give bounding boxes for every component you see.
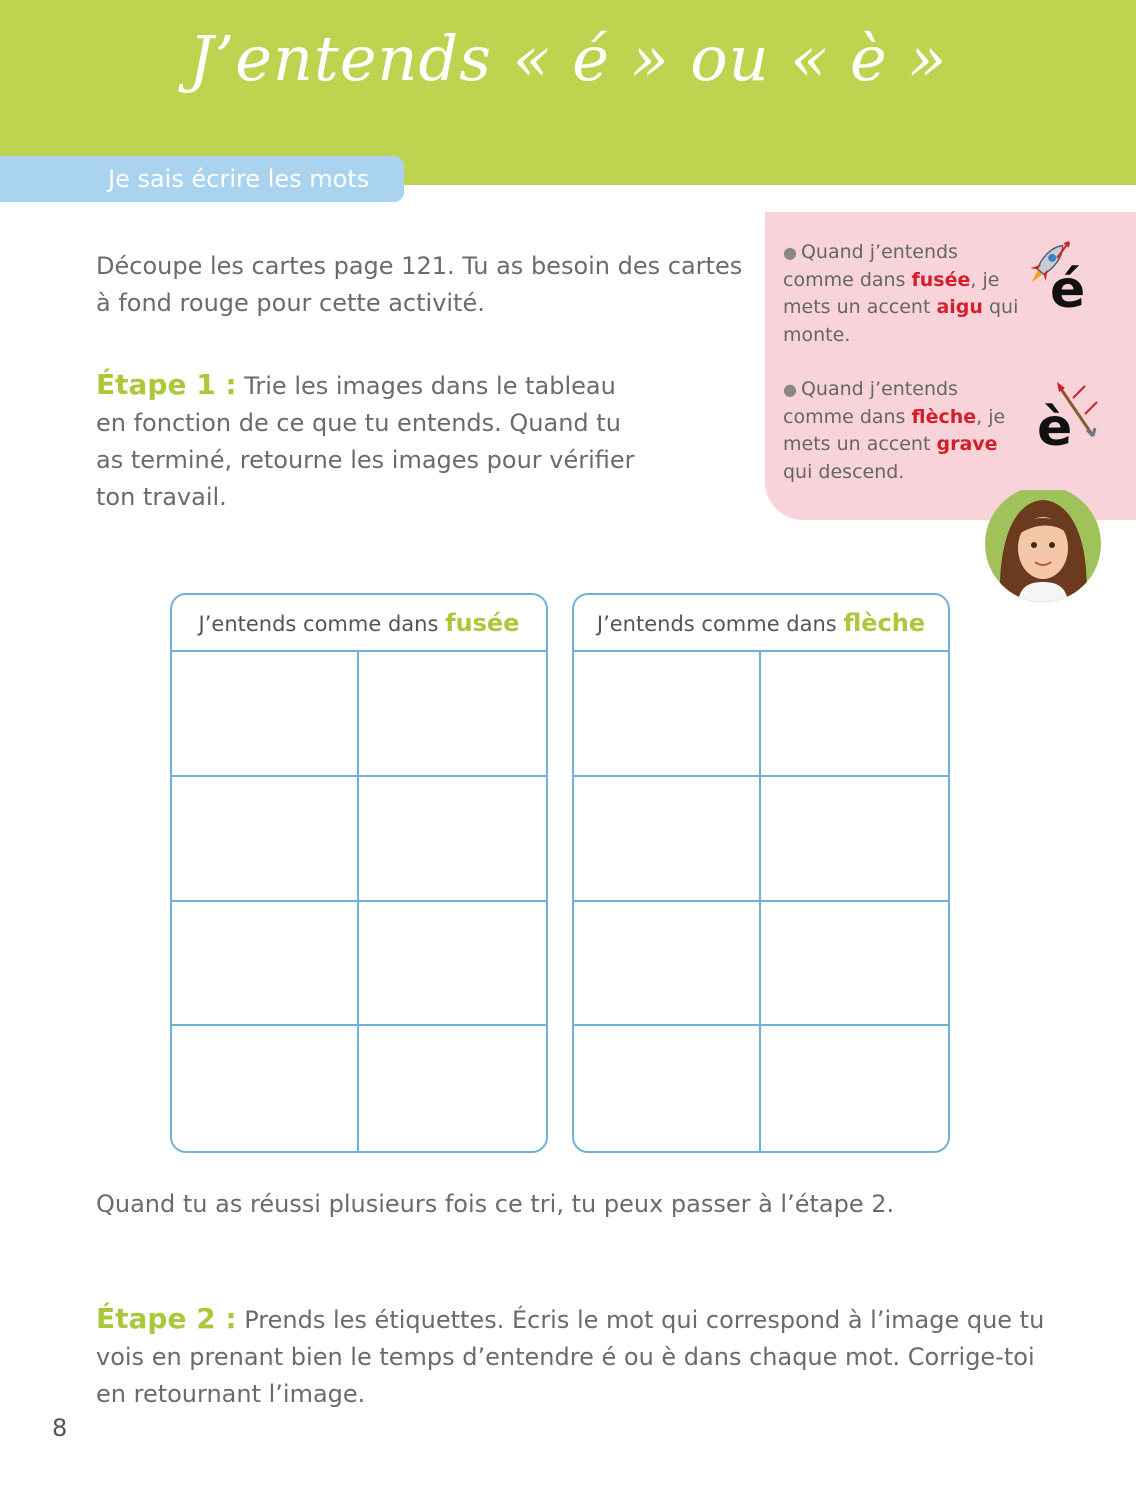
table-cell[interactable]	[172, 1026, 359, 1151]
table-header-word: flèche	[843, 609, 926, 637]
intro-text: Découpe les cartes page 121. Tu as besoin des cartes à fond rouge pour cette activité.	[96, 252, 743, 317]
table-header-prefix: J’entends comme dans	[198, 612, 446, 636]
table-header-word: fusée	[445, 609, 520, 637]
after-table-text: Quand tu as réussi plusieurs fois ce tri, tu peux passer à l’étape 2.	[96, 1190, 895, 1218]
rule-grave-text-2: , je mets un accent	[783, 405, 1006, 455]
rule-aigu-word: fusée	[911, 268, 971, 291]
table-cell[interactable]	[574, 902, 761, 1027]
rule-grave-accent: grave	[936, 433, 998, 455]
table-header-fleche	[574, 595, 948, 652]
avatar	[980, 490, 1106, 602]
letter-e-aigu: é	[1050, 260, 1086, 320]
rule-grave-text-1: Quand j’entends comme dans	[783, 378, 958, 428]
rule-aigu-text-2: , je mets un accent	[783, 268, 1000, 318]
section-label: Je sais écrire les mots	[108, 165, 370, 193]
table-cell[interactable]	[172, 777, 359, 902]
girl-avatar-icon	[980, 490, 1106, 602]
table-cell[interactable]	[172, 652, 359, 777]
rule-aigu	[783, 239, 1023, 349]
step2-paragraph	[96, 1300, 1056, 1413]
table-header-fusee	[172, 595, 546, 652]
step1-paragraph	[96, 366, 636, 516]
page-title: J’entends « é » ou « è »	[188, 22, 948, 95]
table-cell[interactable]	[359, 777, 546, 902]
step2-label: Étape 2 :	[96, 1302, 237, 1335]
bullet-icon: ●	[783, 380, 797, 399]
rule-aigu-accent: aigu	[936, 296, 983, 318]
table-cell[interactable]	[359, 902, 546, 1027]
page-number: 8	[52, 1414, 68, 1442]
table-cell[interactable]	[574, 777, 761, 902]
bullet-icon: ●	[783, 243, 797, 262]
table-cell[interactable]	[574, 652, 761, 777]
table-cell[interactable]	[761, 902, 948, 1027]
rule-box	[765, 212, 1136, 520]
rule-grave-word: flèche	[911, 405, 977, 428]
step1-label: Étape 1 :	[96, 368, 237, 401]
table-grid	[574, 652, 948, 1151]
rule-grave-text-3: qui descend.	[783, 460, 905, 483]
sort-table-fusee	[170, 593, 548, 1153]
table-cell[interactable]	[574, 1026, 761, 1151]
table-cell[interactable]	[359, 1026, 546, 1151]
table-grid	[172, 652, 546, 1151]
table-cell[interactable]	[761, 777, 948, 902]
letter-e-grave: è	[1037, 398, 1073, 458]
step2-text: Prends les étiquettes. Écris le mot qui correspond à l’image que tu vois en prenant bien le temps d’entendre é ou è dans chaque mot. Corrige-toi en retournant l’image.	[96, 1306, 1045, 1408]
table-cell[interactable]	[761, 1026, 948, 1151]
rule-grave	[783, 376, 1023, 486]
table-header-prefix: J’entends comme dans	[596, 612, 844, 636]
sort-table-fleche	[572, 593, 950, 1153]
section-tab	[0, 156, 404, 202]
table-cell[interactable]	[172, 902, 359, 1027]
table-cell[interactable]	[761, 652, 948, 777]
table-cell[interactable]	[359, 652, 546, 777]
step1-text: Trie les images dans le tableau en fonction de ce que tu entends. Quand tu as terminé, retourne les images pour vérifier ton travail.	[96, 372, 635, 511]
rule-aigu-text-3: qui monte.	[783, 296, 1019, 346]
rule-aigu-text-1: Quand j’entends comme dans	[783, 241, 958, 291]
